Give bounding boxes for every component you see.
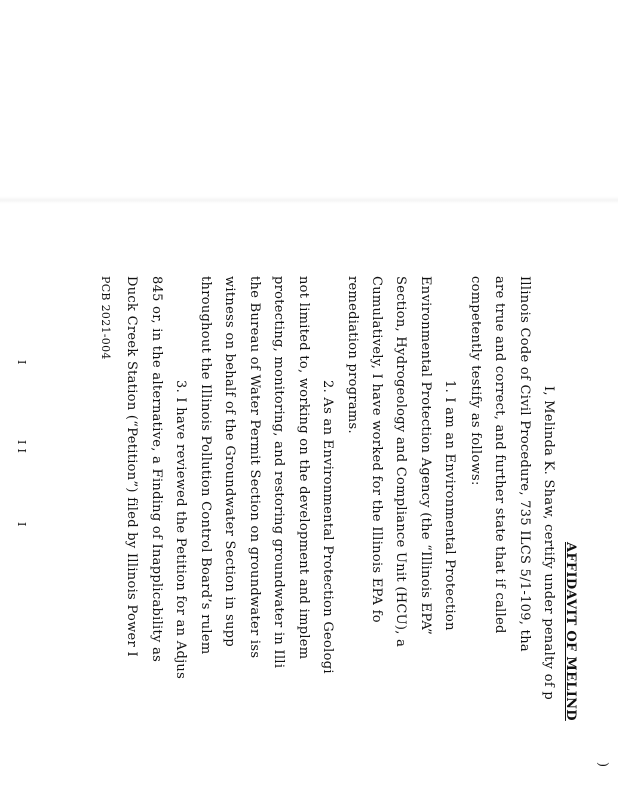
body-line: remediation programs.	[345, 276, 360, 434]
paragraph-1-start: 1. I am an Environmental Protection	[442, 380, 457, 631]
body-line: are true and correct, and further state that if called	[492, 276, 507, 634]
body-line: competently testify as follows:	[468, 276, 483, 486]
body-line: Section, Hydrogeology and Compliance Unit (HCU), a	[393, 276, 408, 648]
footer-case-number: PCB 2021-004	[99, 276, 112, 360]
paragraph-2-start: 2. As an Environmental Protection Geologi	[320, 380, 335, 674]
caption-paren: )	[595, 762, 610, 768]
document-title: AFFIDAVIT OF MELIND	[563, 542, 578, 721]
body-line: Duck Creek Station (“Petition”) filed by Illinois Power I	[124, 276, 139, 657]
body-line: not limited to, working on the development and implem	[296, 276, 311, 660]
margin-mark-3: I	[15, 522, 28, 527]
body-line: witness on behalf of the Groundwater Section in supp	[222, 276, 237, 647]
body-line: the Bureau of Water Permit Section on groundwater iss	[247, 276, 262, 659]
body-line: 845 or, in the alternative, a Finding of Inapplicability as	[149, 276, 164, 663]
body-line: Environmental Protection Agency (the “Illinois EPA”	[418, 276, 433, 636]
body-line: Illinois Code of Civil Procedure, 735 ILCS 5/1-109, tha	[517, 276, 532, 652]
margin-mark-2: I I	[15, 440, 28, 454]
paragraph-3-start: 3. I have reviewed the Petition for an Adjus	[173, 380, 188, 680]
body-line: protecting, monitoring, and restoring groundwater in Illi	[271, 276, 286, 669]
body-line: I, Melinda K. Shaw, certify under penalty of p	[541, 386, 556, 701]
body-line: throughout the Illinois Pollution Control Board’s rulem	[198, 276, 213, 655]
body-line: Cumulatively, I have worked for the Illinois EPA fo	[369, 276, 384, 623]
margin-mark-1: I	[15, 360, 28, 365]
